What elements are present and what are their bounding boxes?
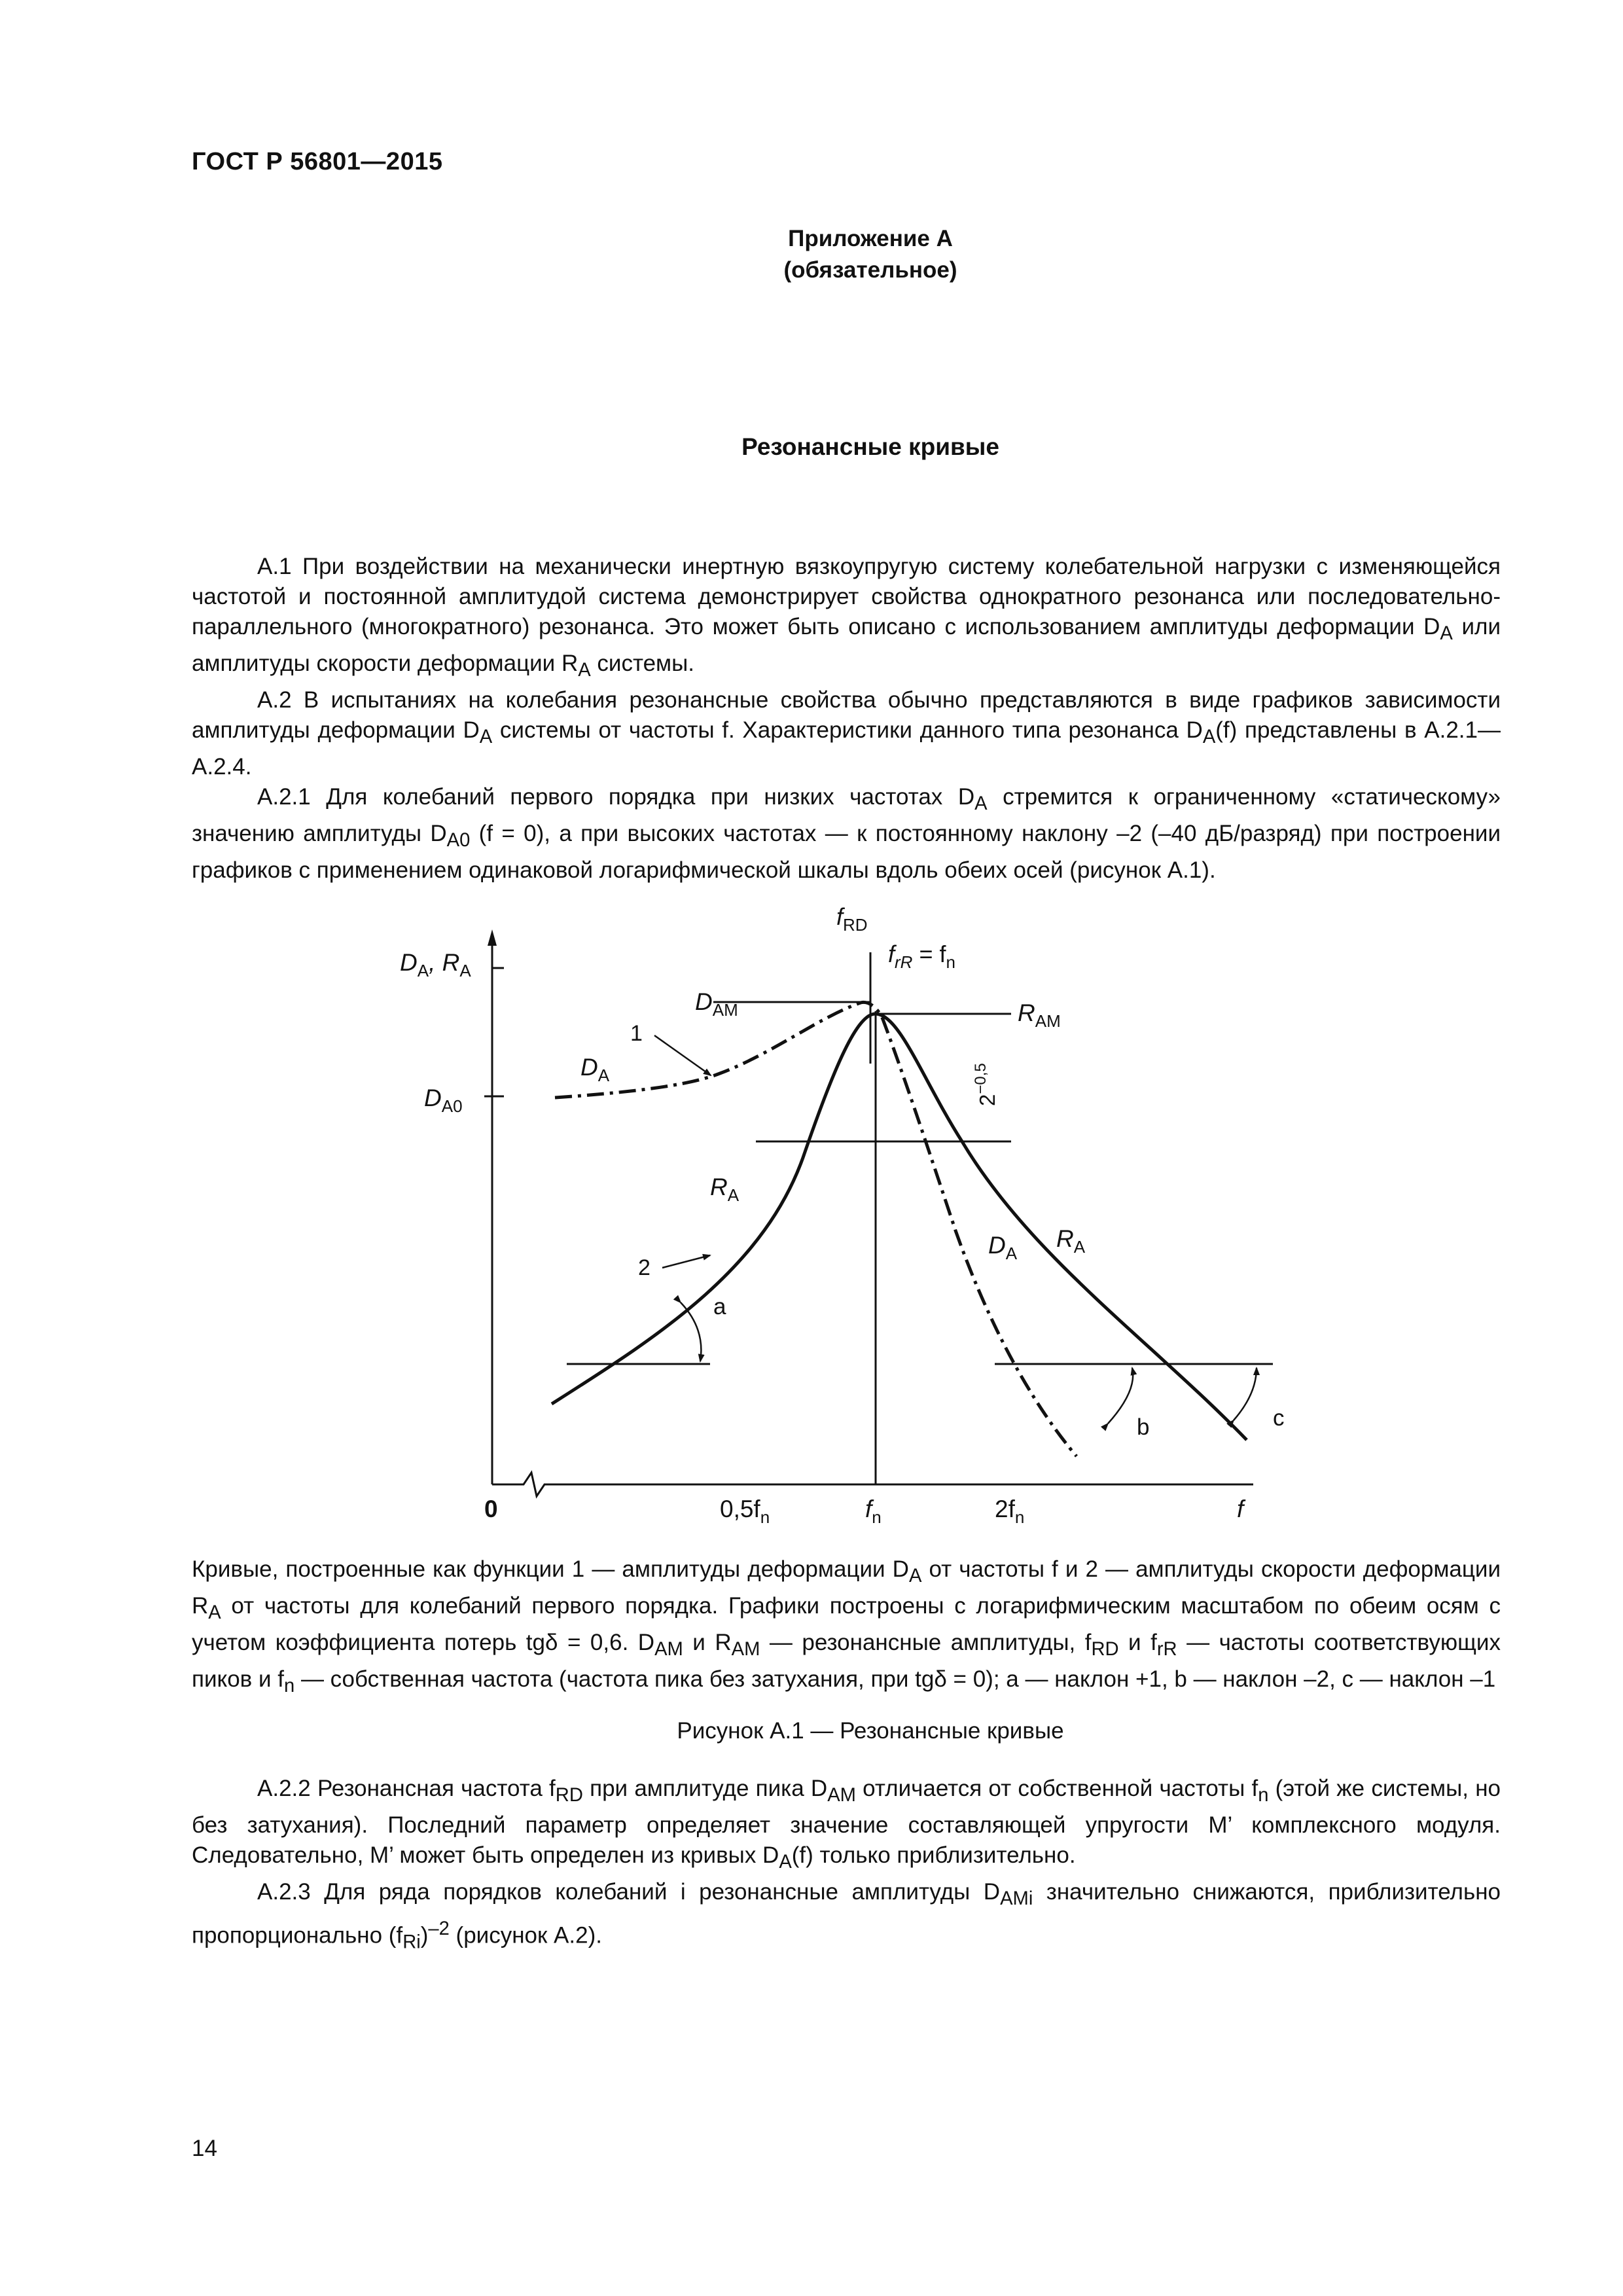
slope-c-arc xyxy=(1234,1368,1257,1420)
resonance-chart xyxy=(0,877,1623,1538)
da-label-left: $D_A$ xyxy=(580,1054,610,1085)
x-axis xyxy=(492,1473,1253,1496)
curve1-label: 1 xyxy=(630,1021,643,1046)
paragraph-a22: А.2.2 Резонансная частота $f_{RD}$ при амплитуде пика $D_{AM}$ отличается от собственной частоты $f_n$ (этой же системы, но без затухания). Последний параметр определяет значение составляющей упругости M’ комплексного модуля. Следовательно, M’ может быть определен из кривых $D_A(f)$ только приблизительно. xyxy=(192,1776,1501,1873)
paragraph-a2: А.2 В испытаниях на колебания резонансные свойства обычно представляются в виде графиков зависимости амплитуды деформации $D_A$ системы от частоты f. Характеристики данного типа резонанса $D_A(f)$ представлены в А.2.1—А.2.4. xyxy=(192,687,1501,780)
slope-a-label: a xyxy=(713,1294,726,1319)
two-power-label: $2^{-0,5}$ xyxy=(972,1063,999,1106)
paragraph-a1: А.1 При воздействии на механически инертную вязкоупругую систему колебательной нагрузки с изменяющейся частотой и постоянной амплитудой система демонстрирует свойства однократного резонанса или последовательно-параллельного (многократного) резонанса. Это может быть описано с использованием амплитуды деформации $D_A$ или амплитуды скорости деформации $R_A$ системы. xyxy=(192,554,1501,681)
da-curve xyxy=(555,1002,1077,1456)
body-text-top xyxy=(192,552,1501,886)
da-label-right: $D_A$ xyxy=(988,1232,1018,1263)
slope-b-label: b xyxy=(1137,1414,1150,1440)
frr-label: $f_{rR} = f_n$ xyxy=(888,941,955,972)
appendix-status: (обязательное) xyxy=(783,257,957,283)
x-tick-0: 0 xyxy=(484,1496,498,1522)
x-tick-2fn: $2f_n$ xyxy=(995,1496,1025,1527)
curve1-leader xyxy=(654,1035,711,1075)
standard-number: ГОСТ Р 56801—2015 xyxy=(192,148,443,175)
slope-b-arc xyxy=(1108,1368,1133,1424)
paragraph-a23: А.2.3 Для ряда порядков колебаний i резонансные амплитуды $D_{AMi}$ значительно снижаются, приблизительно пропорционально $(f_{Ri})^{-2}$ (рисунок А.2). xyxy=(192,1879,1501,1953)
frd-label: $f_{RD}$ xyxy=(836,903,868,935)
ra-label-left: $R_A$ xyxy=(710,1174,740,1205)
x-axis-label: f xyxy=(1237,1496,1244,1522)
body-text-bottom xyxy=(192,1774,1501,1958)
figure-title: Рисунок А.1 — Резонансные кривые xyxy=(677,1718,1064,1744)
y-axis-arrow xyxy=(488,929,497,946)
x-tick-half: $0,5f_n$ xyxy=(720,1496,770,1527)
figure-caption: Кривые, построенные как функции 1 — амплитуды деформации $D_A$ от частоты f и 2 — амплитуды скорости деформации $R_A$ от частоты для колебаний первого порядка. Графики построены с логарифмическим масштабом по обеим осям с учетом коэффициента потерь tgδ = 0,6. $D_{AM}$ и $R_{AM}$ — резонансные амплитуды, $f_{RD}$ и $f_{rR}$ — частоты соответствующих пиков и $f_n$ — собственная частота (частота пика без затухания, при tgδ = 0); a — наклон +1, b — наклон –2, c — наклон –1 xyxy=(192,1556,1501,1696)
dam-label: $D_{AM}$ xyxy=(695,988,738,1020)
paragraph-a21: А.2.1 Для колебаний первого порядка при низких частотах $D_A$ стремится к ограниченному «статическому» значению амплитуды $D_{A0}$ (f = 0), а при высоких частотах — к постоянному наклону –2 (–40 дБ/разряд) при построении графиков с применением одинаковой логарифмической шкалы вдоль обеих осей (рисунок А.1). xyxy=(192,784,1501,883)
ra-curve xyxy=(552,1014,1247,1440)
curve2-label: 2 xyxy=(638,1255,651,1280)
page-number: 14 xyxy=(192,2136,217,2161)
appendix-title: Приложение А xyxy=(788,226,953,251)
slope-c-label: c xyxy=(1273,1405,1285,1431)
y-axis-label: $D_A$, $R_A$ xyxy=(400,949,471,980)
curve2-leader xyxy=(662,1255,710,1268)
da0-label: $D_{A0}$ xyxy=(424,1085,463,1116)
ram-label: $R_{AM}$ xyxy=(1018,999,1061,1031)
ra-label-right: $R_A$ xyxy=(1056,1225,1086,1257)
section-title: Резонансные кривые xyxy=(741,433,999,460)
x-tick-fn: $f_n$ xyxy=(865,1496,882,1527)
